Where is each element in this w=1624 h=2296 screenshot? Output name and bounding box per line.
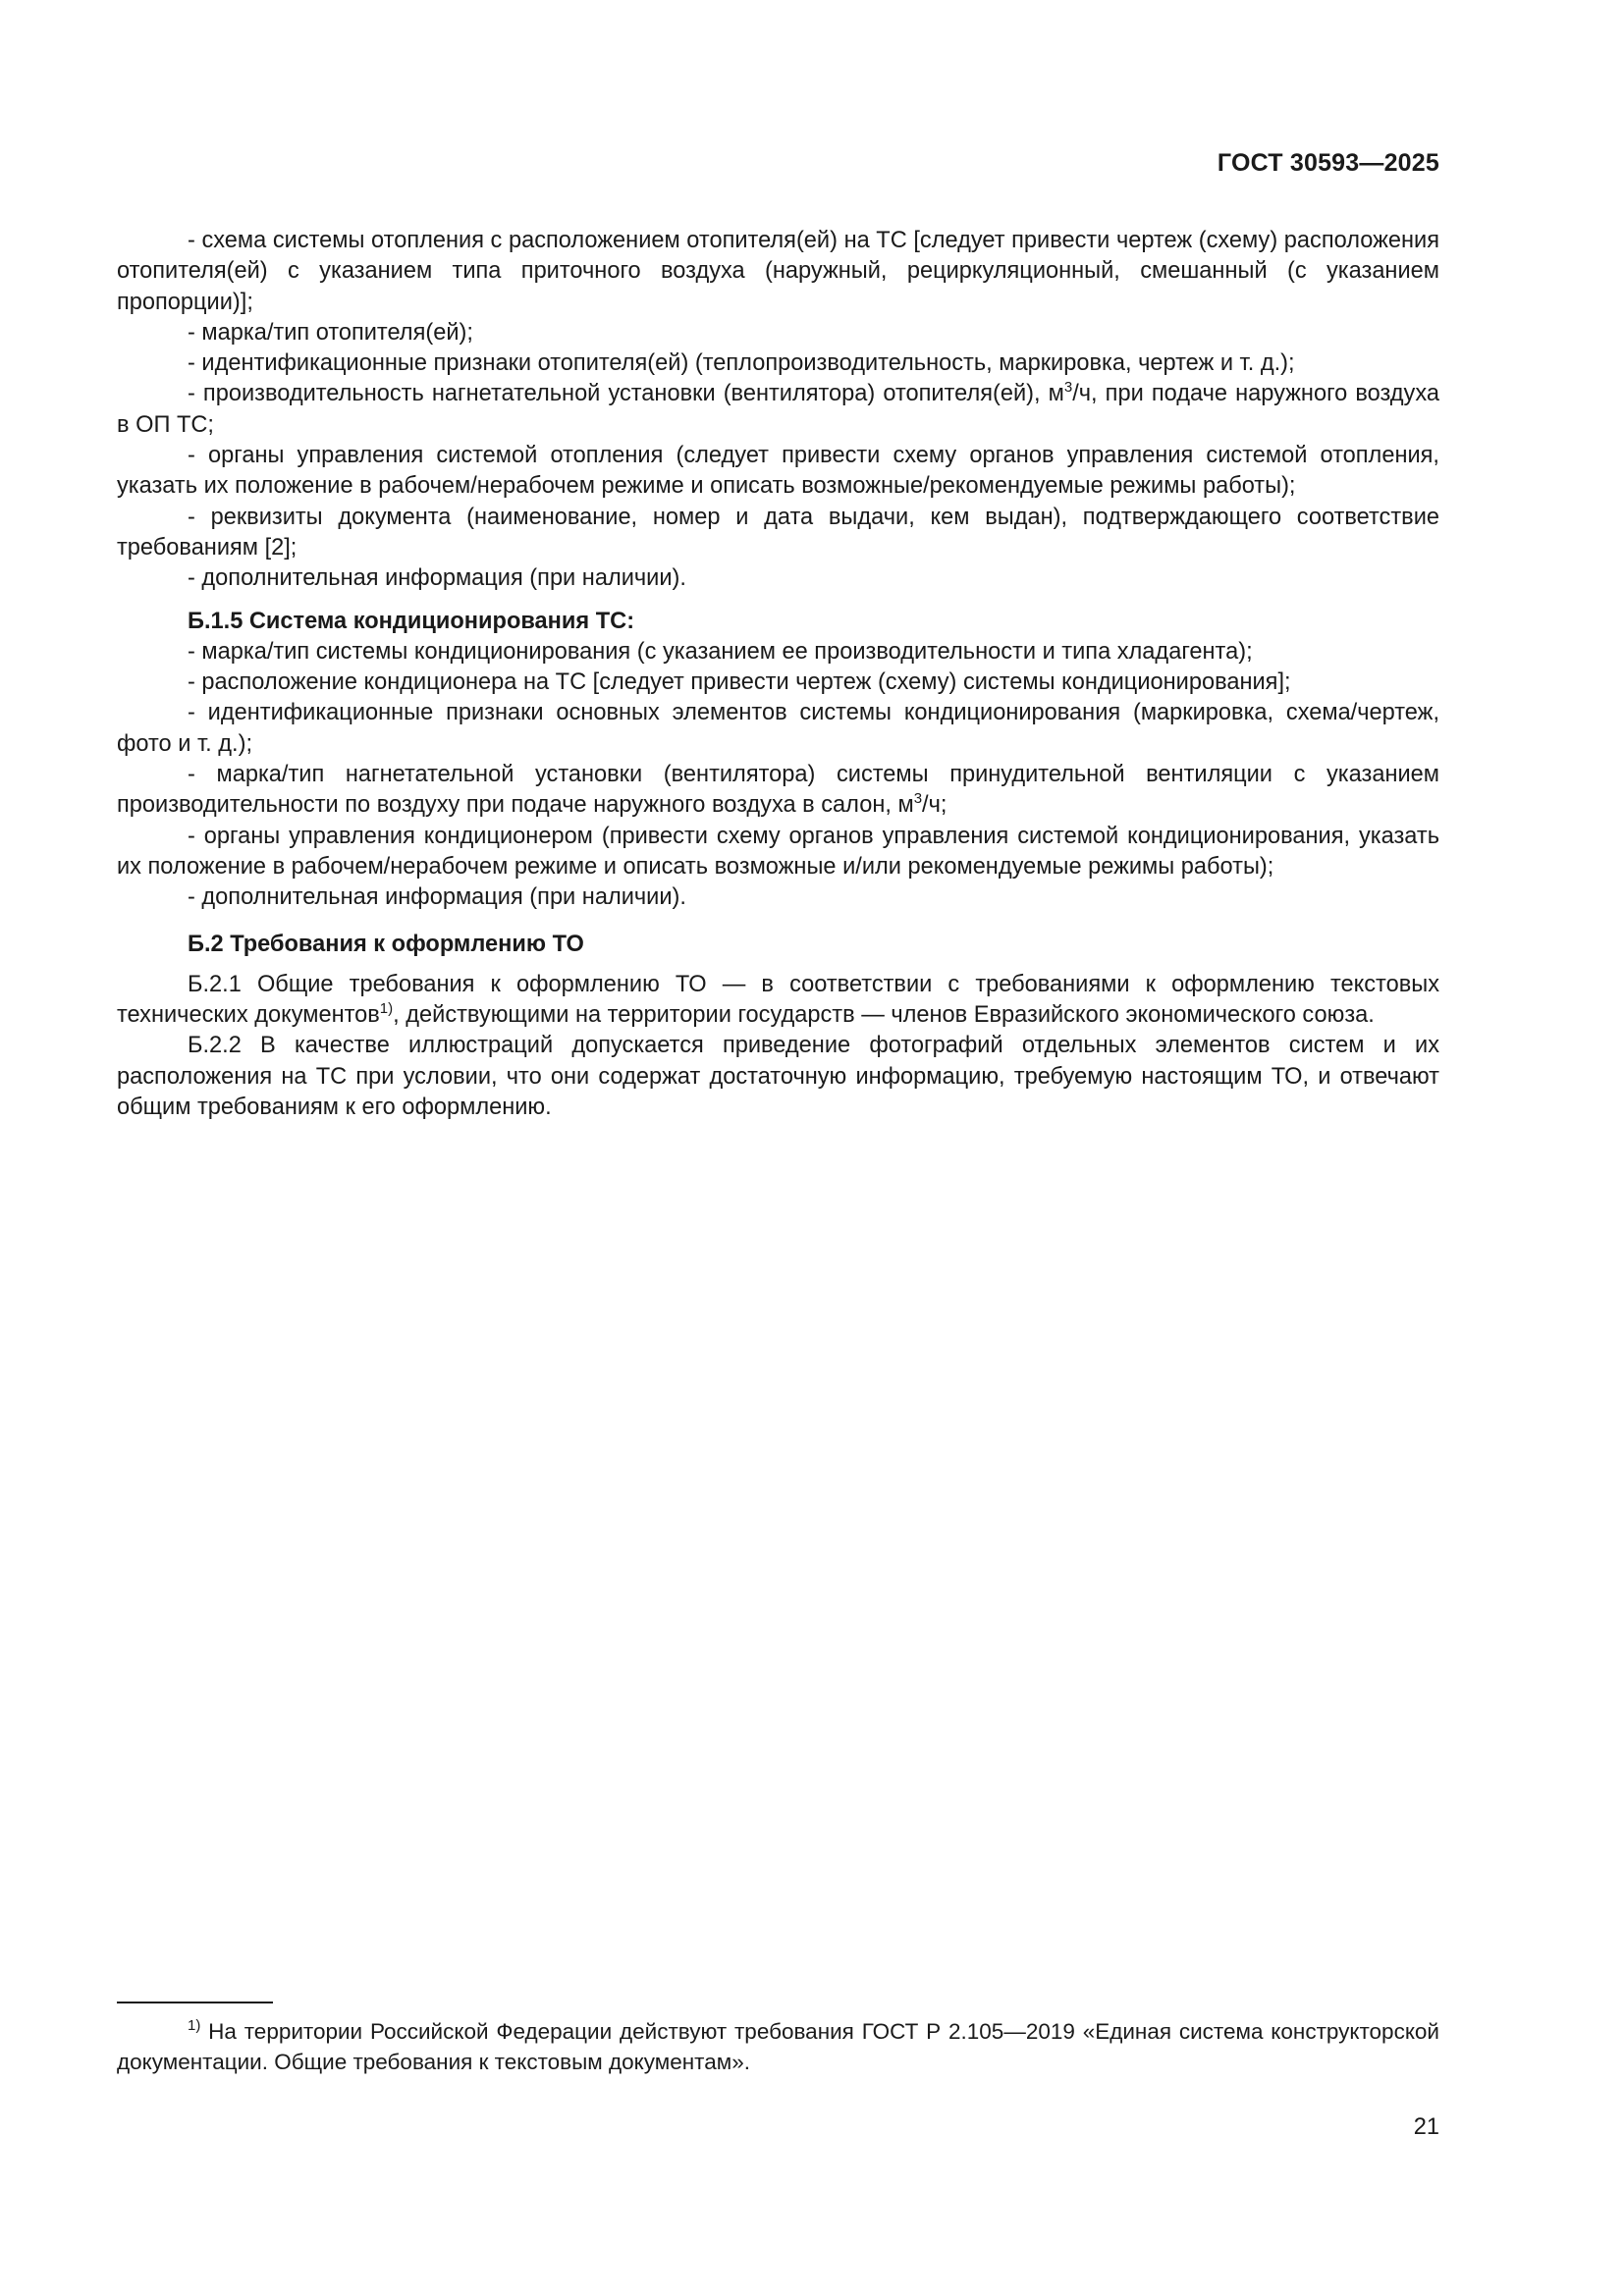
page-number: 21 [1413,2114,1439,2140]
item-text-after-superscript: /ч, при подаче наружного воздуха в ОП ТС; [117,381,1440,438]
list-item-ac-additional-info: - дополнительная информация (при наличии). [188,884,686,911]
list-item-heating-controls: - органы управления системой отопления (следует привести схему органов управления системой отопления, указать их положение в рабочем/нерабочем режиме и описать возможные/рекомендуемые режимы работы); [117,443,1439,500]
list-item-document-details: - реквизиты документа (наименование, номер и дата выдачи, кем выдан), подтверждающего соответствие требованиям [2]; [117,504,1439,561]
list-item-ac-identification: - идентификационные признаки основных элементов системы кондиционирования (маркировка, схема/чертеж, фото и т. д.); [117,700,1439,757]
superscript-cube: 3 [1063,379,1073,397]
paragraph-b21 [117,970,1439,1032]
item-text-before-superscript: - производительность нагнетательной установки (вентилятора) отопителя(ей), м [188,381,1064,407]
list-item-ac-controls: - органы управления кондиционером (привести схему органов управления системой кондиционирования, указать их положение в рабочем/нерабочем режиме и описать возможные и/или рекомендуемые режимы работы); [117,823,1439,880]
footnote [117,2017,1439,2077]
list-item-heating-scheme: - схема системы отопления с расположением отопителя(ей) на ТС [следует привести чертеж (схему) расположения отопителя(ей) с указанием типа приточного воздуха (наружный, рециркуляционный, смешанный (с указанием пропорции)]; [117,228,1439,315]
section-heading-b15: Б.1.5 Система кондиционирования ТС: [188,608,635,634]
list-item-heater-identification: - идентификационные признаки отопителя(ей) (теплопроизводительность, маркировка, чертеж и т. д.); [188,350,1295,377]
footnote-paragraph [117,2017,1439,2077]
footnote-separator [117,2002,273,2003]
paragraph-text-after-footnote: , действующими на территории государств — членов Евразийского экономического союза. [393,1002,1375,1029]
list-item-heater-fan-capacity [117,379,1439,441]
paragraph-b22: Б.2.2 В качестве иллюстраций допускается приведение фотографий отдельных элементов систем и их расположения на ТС при условии, что они содержат достаточную информацию, требуемую настоящим ТО, и отвечают общим требованиям к его оформлению. [117,1033,1439,1121]
list-item-additional-info: - дополнительная информация (при наличии). [188,565,686,592]
section-heading-b2: Б.2 Требования к оформлению ТО [188,931,584,957]
list-item-ac-location: - расположение кондиционера на ТС [следует привести чертеж (схему) системы кондиционирования]; [188,669,1291,696]
document-header-id: ГОСТ 30593—2025 [1217,149,1439,177]
list-item-ventilation-fan [117,760,1439,822]
list-item-ac-brand: - марка/тип системы кондиционирования (с указанием ее производительности и типа хладагента); [188,638,1253,665]
footnote-reference: 1) [379,1000,394,1018]
list-item-heater-brand: - марка/тип отопителя(ей); [188,319,473,346]
footnote-text: На территории Российской Федерации действуют требования ГОСТ Р 2.105—2019 «Единая система конструкторской документации. Общие требования к текстовым документам». [117,2019,1439,2074]
item-text-before-superscript: - марка/тип нагнетательной установки (вентилятора) системы принудительной вентиляции с указанием производительности по воздуху при подаче наружного воздуха в салон, м [117,762,1439,819]
footnote-marker: 1) [188,2017,201,2034]
superscript-cube: 3 [913,790,923,808]
item-text-after-superscript: /ч; [922,792,947,819]
document-body [117,226,1439,1123]
paragraph-text-before-footnote: Б.2.1 Общие требования к оформлению ТО — в соответствии с требованиями к оформлению текстовых технических документов [117,971,1439,1029]
